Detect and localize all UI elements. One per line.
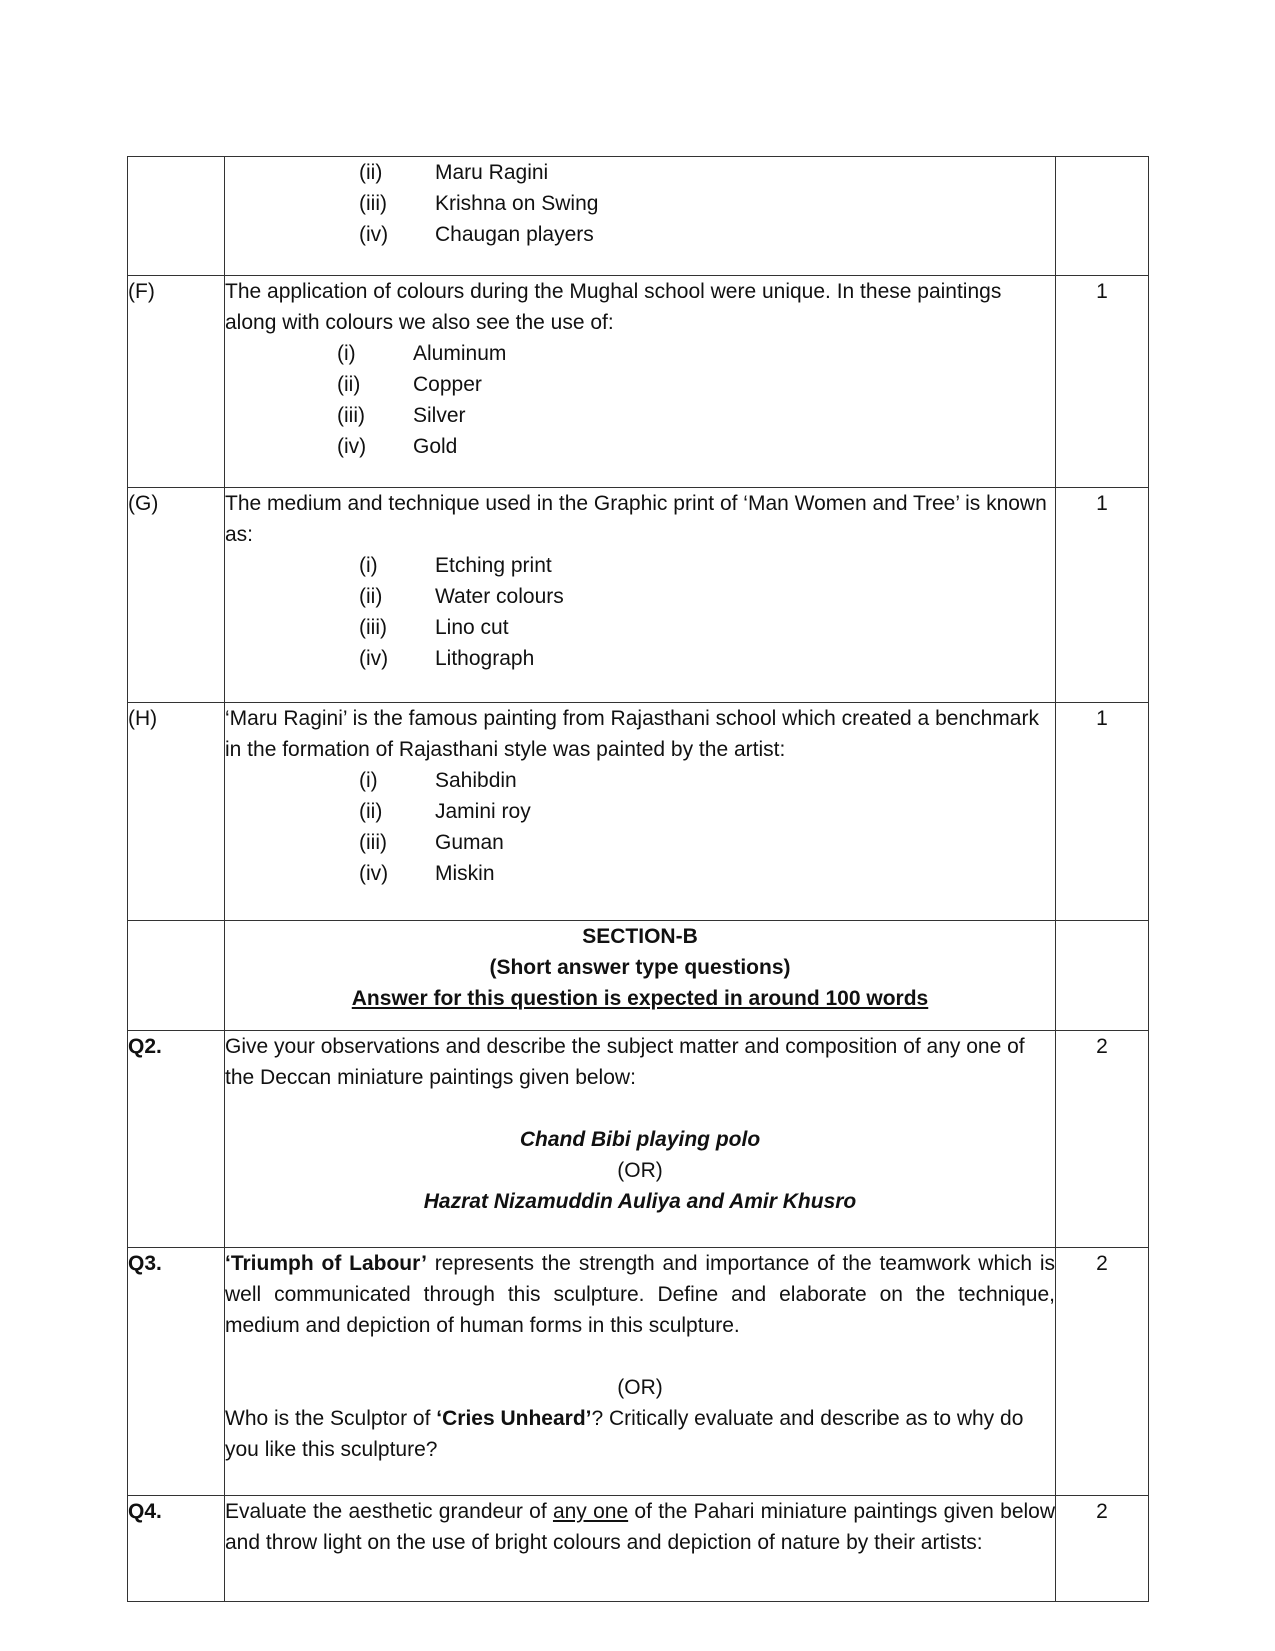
option-number: (iii) — [337, 404, 365, 427]
option-item — [337, 400, 1055, 431]
option-number: (i) — [337, 342, 356, 365]
option-text: Water colours — [435, 585, 564, 608]
or-separator: (OR) — [617, 1159, 663, 1182]
question-cell — [225, 276, 1056, 488]
option-item — [337, 369, 1055, 400]
section-title: SECTION-B — [582, 925, 698, 948]
question-text-alt — [225, 1403, 1055, 1465]
options-list — [225, 550, 1055, 674]
option-text: Lino cut — [435, 616, 509, 639]
option-item — [359, 612, 1055, 643]
question-text — [225, 1496, 1055, 1558]
option-text: Krishna on Swing — [435, 192, 599, 215]
artwork-title: ‘Cries Unheard’ — [436, 1407, 592, 1430]
marks-value: 1 — [1056, 488, 1149, 703]
table-row-f — [128, 276, 1149, 488]
question-text — [225, 1248, 1055, 1341]
table-row-section-b — [128, 921, 1149, 1031]
question-label: Q4. — [128, 1496, 225, 1602]
option-number: (ii) — [359, 800, 383, 823]
marks-value: 2 — [1056, 1248, 1149, 1496]
option-item — [359, 643, 1055, 674]
question-text-part: ? Critically evaluate and describe as to why do you like this sculpture? — [225, 1407, 1024, 1461]
option-text: Etching print — [435, 554, 552, 577]
choice-title: Chand Bibi playing polo — [519, 1128, 761, 1151]
option-item — [359, 827, 1055, 858]
option-text: Lithograph — [435, 647, 535, 670]
option-number: (iv) — [337, 435, 367, 458]
option-number: (ii) — [359, 161, 383, 184]
option-item — [359, 188, 1055, 219]
question-label: Q3. — [128, 1248, 225, 1496]
option-item — [359, 550, 1055, 581]
question-text: ‘Maru Ragini’ is the famous painting from Rajasthani school which created a benchmark in the formation of Rajasthani style was painted by the artist: — [225, 707, 1039, 761]
option-number: (iii) — [359, 192, 387, 215]
option-text: Chaugan players — [435, 223, 594, 246]
underlined-text: any one — [552, 1500, 629, 1523]
option-number: (iii) — [359, 616, 387, 639]
option-item — [359, 157, 1055, 188]
marks-cell — [1056, 921, 1149, 1031]
option-text: Copper — [413, 373, 482, 396]
question-text-part: Evaluate the aesthetic grandeur of — [225, 1500, 553, 1523]
option-text: Silver — [413, 404, 466, 427]
question-text-part: Who is the Sculptor of — [225, 1407, 437, 1430]
marks-cell — [1056, 157, 1149, 276]
option-text: Guman — [435, 831, 504, 854]
option-item — [337, 338, 1055, 369]
section-heading-cell — [225, 921, 1056, 1031]
option-number: (ii) — [337, 373, 361, 396]
question-cell — [225, 488, 1056, 703]
question-label: (G) — [128, 488, 225, 703]
option-number: (iv) — [359, 862, 389, 885]
artwork-title: ‘Triumph of Labour’ — [225, 1252, 427, 1275]
section-subtitle: (Short answer type questions) — [489, 956, 791, 979]
question-table — [127, 156, 1149, 1602]
question-text: The medium and technique used in the Graphic print of ‘Man Women and Tree’ is known as: — [225, 492, 1047, 546]
options-list — [225, 765, 1055, 889]
option-text: Sahibdin — [435, 769, 517, 792]
option-text: Aluminum — [413, 342, 507, 365]
question-cell — [225, 157, 1056, 276]
question-text-part: of the Pahari miniature paintings given below and throw light on the use of bright colours and depiction of nature by their artists: — [225, 1500, 1056, 1554]
option-item — [337, 431, 1055, 462]
question-label: (F) — [128, 276, 225, 488]
label-cell — [128, 921, 225, 1031]
question-text: The application of colours during the Mughal school were unique. In these paintings along with colours we also see the use of: — [225, 280, 1002, 334]
option-number: (i) — [359, 769, 378, 792]
table-row-e-continued — [128, 157, 1149, 276]
option-item — [359, 765, 1055, 796]
table-row-q3 — [128, 1248, 1149, 1496]
marks-value: 1 — [1056, 703, 1149, 921]
option-number: (ii) — [359, 585, 383, 608]
question-cell — [225, 703, 1056, 921]
option-text: Jamini roy — [435, 800, 531, 823]
question-text: Give your observations and describe the subject matter and composition of any one of the Deccan miniature paintings given below: — [225, 1035, 1025, 1089]
option-number: (i) — [359, 554, 378, 577]
marks-value: 1 — [1056, 276, 1149, 488]
option-text: Gold — [413, 435, 458, 458]
question-text-part: represents the strength and importance of the teamwork which is well communicated through this sculpture. Define and elaborate on the technique, medium and depiction of human forms in this sculpture. — [225, 1252, 1055, 1337]
table-row-q4 — [128, 1496, 1149, 1602]
option-text: Miskin — [435, 862, 495, 885]
question-cell — [225, 1496, 1056, 1602]
option-number: (iii) — [359, 831, 387, 854]
label-cell — [128, 157, 225, 276]
question-cell — [225, 1031, 1056, 1248]
option-number: (iv) — [359, 223, 389, 246]
table-row-h — [128, 703, 1149, 921]
or-separator: (OR) — [617, 1376, 663, 1399]
option-number: (iv) — [359, 647, 389, 670]
marks-value: 2 — [1056, 1031, 1149, 1248]
option-item — [359, 219, 1055, 250]
table-row-g — [128, 488, 1149, 703]
question-cell — [225, 1248, 1056, 1496]
marks-value: 2 — [1056, 1496, 1149, 1602]
question-label: (H) — [128, 703, 225, 921]
choice-title: Hazrat Nizamuddin Auliya and Amir Khusro — [423, 1190, 857, 1213]
option-text: Maru Ragini — [435, 161, 549, 184]
table-row-q2 — [128, 1031, 1149, 1248]
section-instruction: Answer for this question is expected in around 100 words — [351, 987, 929, 1010]
option-item — [359, 858, 1055, 889]
option-item — [359, 581, 1055, 612]
question-label: Q2. — [128, 1031, 225, 1248]
options-list — [225, 157, 1055, 250]
options-list — [225, 338, 1055, 462]
option-item — [359, 796, 1055, 827]
